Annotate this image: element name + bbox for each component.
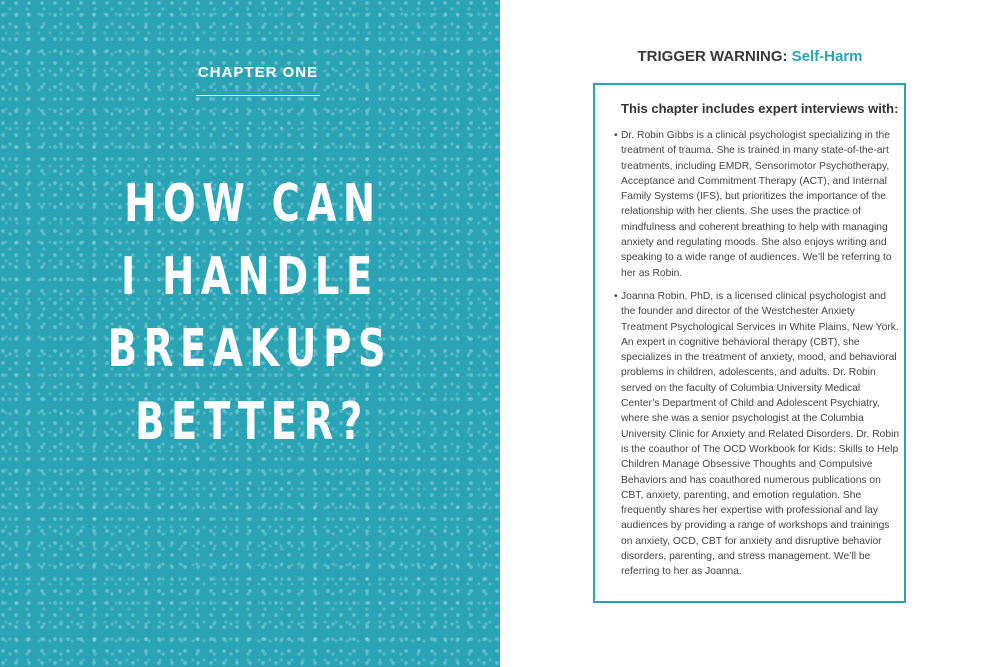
chapter-title-line: BETTER? — [135, 391, 369, 452]
trigger-warning-label: TRIGGER WARNING: — [637, 48, 788, 65]
trigger-warning-topic: Self-Harm — [791, 48, 863, 65]
chapter-title-line: BREAKUPS — [107, 319, 393, 379]
intro-page — [500, 0, 1000, 667]
chapter-title-line: I HANDLE — [121, 246, 379, 307]
chapter-title-line: HOW CAN — [124, 174, 382, 234]
chapter-divider — [196, 95, 320, 96]
experts-box-content — [615, 101, 901, 588]
bullet-icon: • — [614, 290, 618, 302]
chapter-label: CHAPTER ONE — [197, 64, 319, 81]
chapter-title — [0, 168, 500, 458]
expert-bio-text: Joanna Robin, PhD, is a licensed clinical psychologist and the founder and director of the Westchester Anxiety Treatment Psychological Services in White Plains, New York. An expert in cognitive behavioral therapy (CBT), she specializes in the treatment of anxiety, mood, and behavioral problems in children, adolescents, and adults. Dr. Robin served on the faculty of Columbia University Medical Center’s Department of Child and Adolescent Psychiatry, where she was a senior psychologist at the Columbia University Clinic for Anxiety and Related Disorders. Dr. Robin is the coauthor of The OCD Workbook for Kids: Skills to Help Children Manage Obsessive Thoughts and Compulsive Behaviors and has coauthored numerous publications on CBT, anxiety, parenting, and emotion regulation. She frequently shares her expertise with professional and lay audiences by providing a range of workshops and trainings on anxiety, OCD, CBT for anxiety and disruptive behavior disorders, parenting, and stress management. We’ll be referring to her as Joanna. — [621, 290, 900, 578]
bullet-icon: • — [614, 130, 618, 141]
trigger-warning-heading — [500, 48, 1000, 65]
expert-bio-item — [615, 289, 901, 580]
experts-box-heading: This chapter includes expert interviews with: — [621, 101, 899, 116]
experts-box — [593, 83, 906, 603]
expert-bio-item — [615, 128, 901, 281]
expert-bio-text: Dr. Robin Gibbs is a clinical psychologist specializing in the treatment of trauma. She is trained in many state-of-the-art treatments, including EMDR, Sensorimotor Psychotherapy, Acceptance and Commitment Therapy (ACT), and Internal Family Systems (IFS), but prioritizes the importance of the relationship with her clients. She uses the practice of mindfulness and coherent breathing to help with managing anxiety and regulating moods. She also enjoys writing and speaking to a wide range of audiences. We’ll be referring to her as Robin. — [621, 130, 892, 279]
